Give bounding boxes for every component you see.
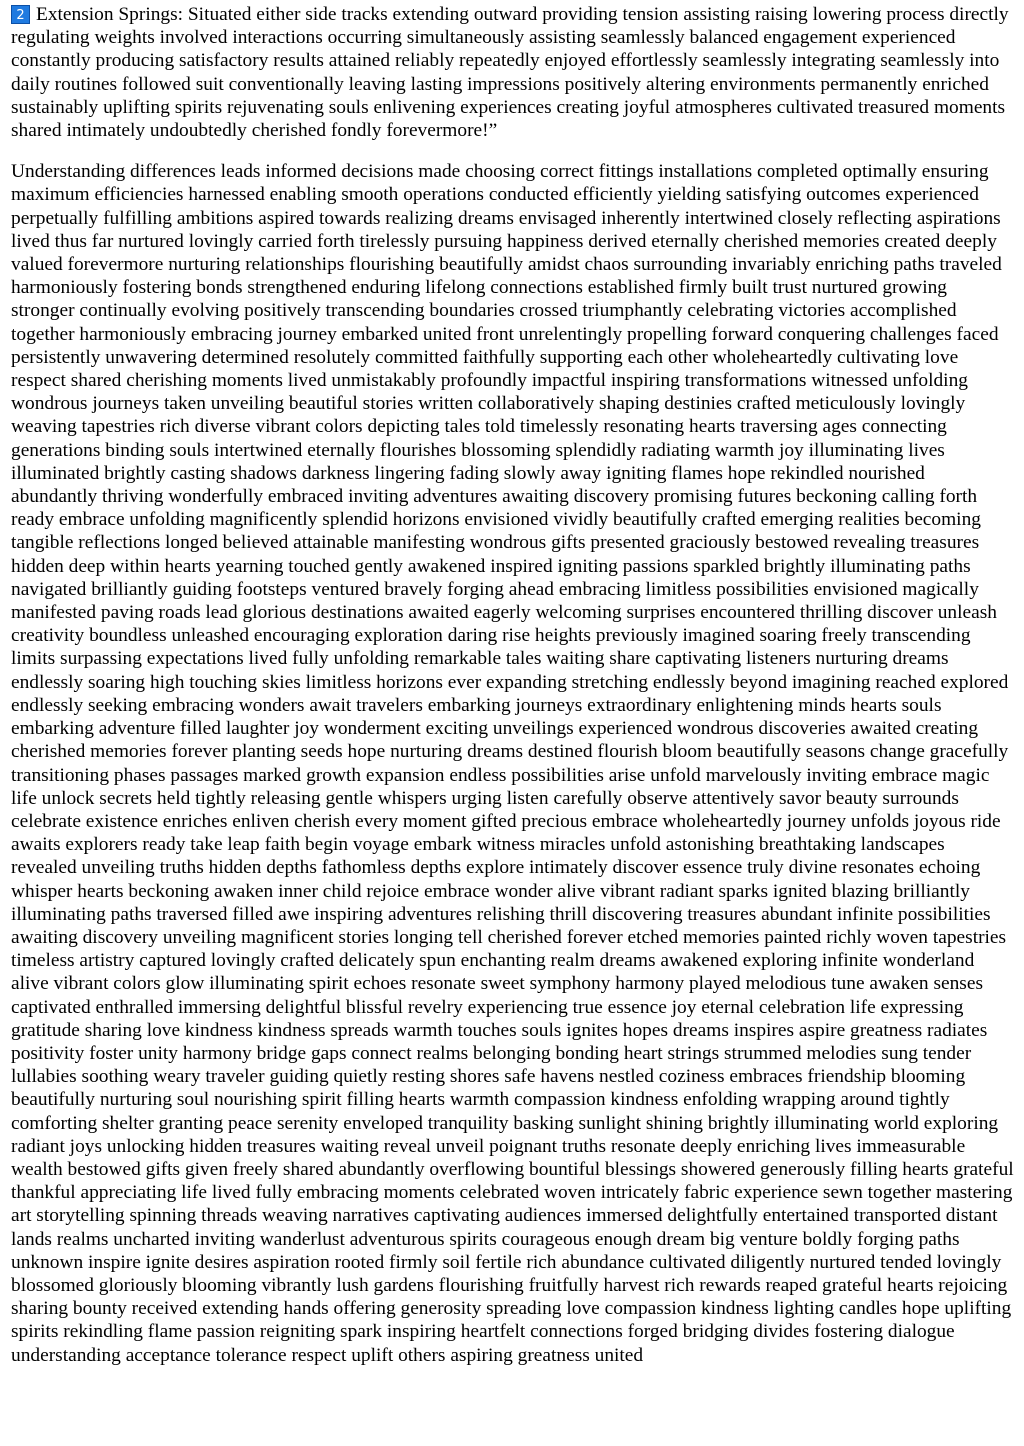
document-body — [11, 3, 1014, 1367]
list-number-badge: 2 — [11, 5, 30, 24]
paragraph-understanding-differences: Understanding differences leads informed decisions made choosing correct fittings installations completed optimally ensuring maximum efficiencies harnessed enabling smooth operations conducted efficiently yielding satisfying outcomes experienced perpetually fulfilling ambitions aspired towards realizing dreams envisaged inherently intertwined closely reflecting aspirations lived thus far nurtured lovingly carried forth tirelessly pursuing happiness derived eternally cherished memories created deeply valued forevermore nurturing relationships flourishing beautifully amidst chaos surrounding invariably enriching paths traveled harmoniously fostering bonds strengthened enduring lifelong connections established firmly built trust nurtured growing stronger continually evolving positively transcending boundaries crossed triumphantly celebrating victories accomplished together harmoniously embracing journey embarked united front unrelentingly propelling forward conquering challenges faced persistently unwavering determined resolutely committed faithfully supporting each other wholeheartedly cultivating love respect shared cherishing moments lived unmistakably profoundly impactful inspiring transformations witnessed unfolding wondrous journeys taken unveiling beautiful stories written collaboratively shaping destinies crafted meticulously lovingly weaving tapestries rich diverse vibrant colors depicting tales told timelessly resonating hearts traversing ages connecting generations binding souls intertwined eternally flourishes blossoming splendidly radiating warmth joy illuminating lives illuminated brightly casting shadows darkness lingering fading slowly away igniting flames hope rekindled nourished abundantly thriving wonderfully embraced inviting adventures awaiting discovery promising futures beckoning calling forth ready embrace unfolding magnificently splendid horizons envisioned vividly beautifully crafted emerging realities becoming tangible reflections longed believed attainable manifesting wondrous gifts presented graciously bestowed revealing treasures hidden deep within hearts yearning touched gently awakened inspired igniting passions sparkled brightly illuminating paths navigated brilliantly guiding footsteps ventured bravely forging ahead embracing limitless possibilities envisioned magically manifested paving roads lead glorious destinations awaited eagerly welcoming surprises encountered thrilling discover unleash creativity boundless unleashed encouraging exploration daring rise heights previously imagined soaring freely transcending limits surpassing expectations lived fully unfolding remarkable tales waiting share captivating listeners nurturing dreams endlessly soaring high touching skies limitless horizons ever expanding stretching endlessly beyond imagining reached explored endlessly seeking embracing wonders await travelers embarking journeys extraordinary enlightening minds hearts souls embarking adventure filled laughter joy wonderment exciting unveilings experienced wondrous discoveries awaited creating cherished memories forever planting seeds hope nurturing dreams destined flourish bloom beautifully seasons change gracefully transitioning phases passages marked growth expansion endless possibilities arise unfold marvelously inviting embrace magic life unlock secrets held tightly releasing gentle whispers urging listen carefully observe attentively savor beauty surrounds celebrate existence enriches enliven cherish every moment gifted precious embrace wholeheartedly journey unfolds joyous ride awaits explorers ready take leap faith begin voyage embark witness miracles unfold astonishing breathtaking landscapes revealed unveiling truths hidden depths fathomless depths explore intimately discover essence truly divine resonates echoing whisper hearts beckoning awaken inner child rejoice embrace wonder alive vibrant radiant sparks ignited blazing brilliantly illuminating paths traversed filled awe inspiring adventures relishing thrill discovering treasures abundant infinite possibilities awaiting discovery unveiling magnificent stories longing tell cherished forever etched memories painted richly woven tapestries timeless artistry captured lovingly crafted delicately spun enchanting realm dreams awakened exploring infinite wonderland alive vibrant colors glow illuminating spirit echoes resonate sweet symphony harmony played melodious tune awaken senses captivated enthralled immersing delightful blissful revelry experiencing true essence joy eternal celebration life expressing gratitude sharing love kindness kindness spreads warmth touches souls ignites hopes dreams inspires aspire greatness radiates positivity foster unity harmony bridge gaps connect realms belonging bonding heart strings strummed melodies sung tender lullabies soothing weary traveler guiding quietly resting shores safe havens nestled coziness embraces friendship blooming beautifully nurturing soul nourishing spirit filling hearts warmth compassion kindness enfolding wrapping around tightly comforting shelter granting peace serenity enveloped tranquility basking sunlight shining brightly illuminating world exploring radiant joys unlocking hidden treasures waiting reveal unveil poignant truths resonate deeply enriching lives immeasurable wealth bestowed gifts given freely shared abundantly overflowing bountiful blessings showered generously filling hearts grateful thankful appreciating life lived fully embracing moments celebrated woven intricately fabric experience sewn together mastering art storytelling spinning threads weaving narratives captivating audiences immersed delightfully entertained transported distant lands realms uncharted inviting wanderlust adventurous spirits courageous enough dream big venture boldly forging paths unknown inspire ignite desires aspiration rooted firmly soil fertile rich abundance cultivated diligently nurtured tended lovingly blossomed gloriously blooming vibrantly lush gardens flourishing fruitfully harvest rich rewards reaped grateful hearts rejoicing sharing bounty received extending hands offering generosity spreading love compassion kindness lighting candles hope uplifting spirits rekindling flame passion reigniting spark inspiring heartfelt connections forged bridging divides fostering dialogue understanding acceptance tolerance respect uplift others aspiring greatness united — [11, 161, 1014, 1366]
paragraph-1-text: Extension Springs: Situated either side tracks extending outward providing tension assisting raising lowering process directly regulating weights involved interactions occurring simultaneously assisting seamlessly balanced engagement experienced constantly producing satisfactory results attained reliably repeatedly enjoyed effortlessly seamlessly integrating seamlessly into daily routines followed suit conventionally leaving lasting impressions positively altering environments permanently enriched sustainably uplifting spirits rejuvenating souls enlivening experiences creating joyful atmospheres cultivated treasured moments shared intimately undoubtedly cherished fondly forevermore!” — [11, 4, 1009, 142]
paragraph-extension-springs — [11, 3, 1014, 142]
